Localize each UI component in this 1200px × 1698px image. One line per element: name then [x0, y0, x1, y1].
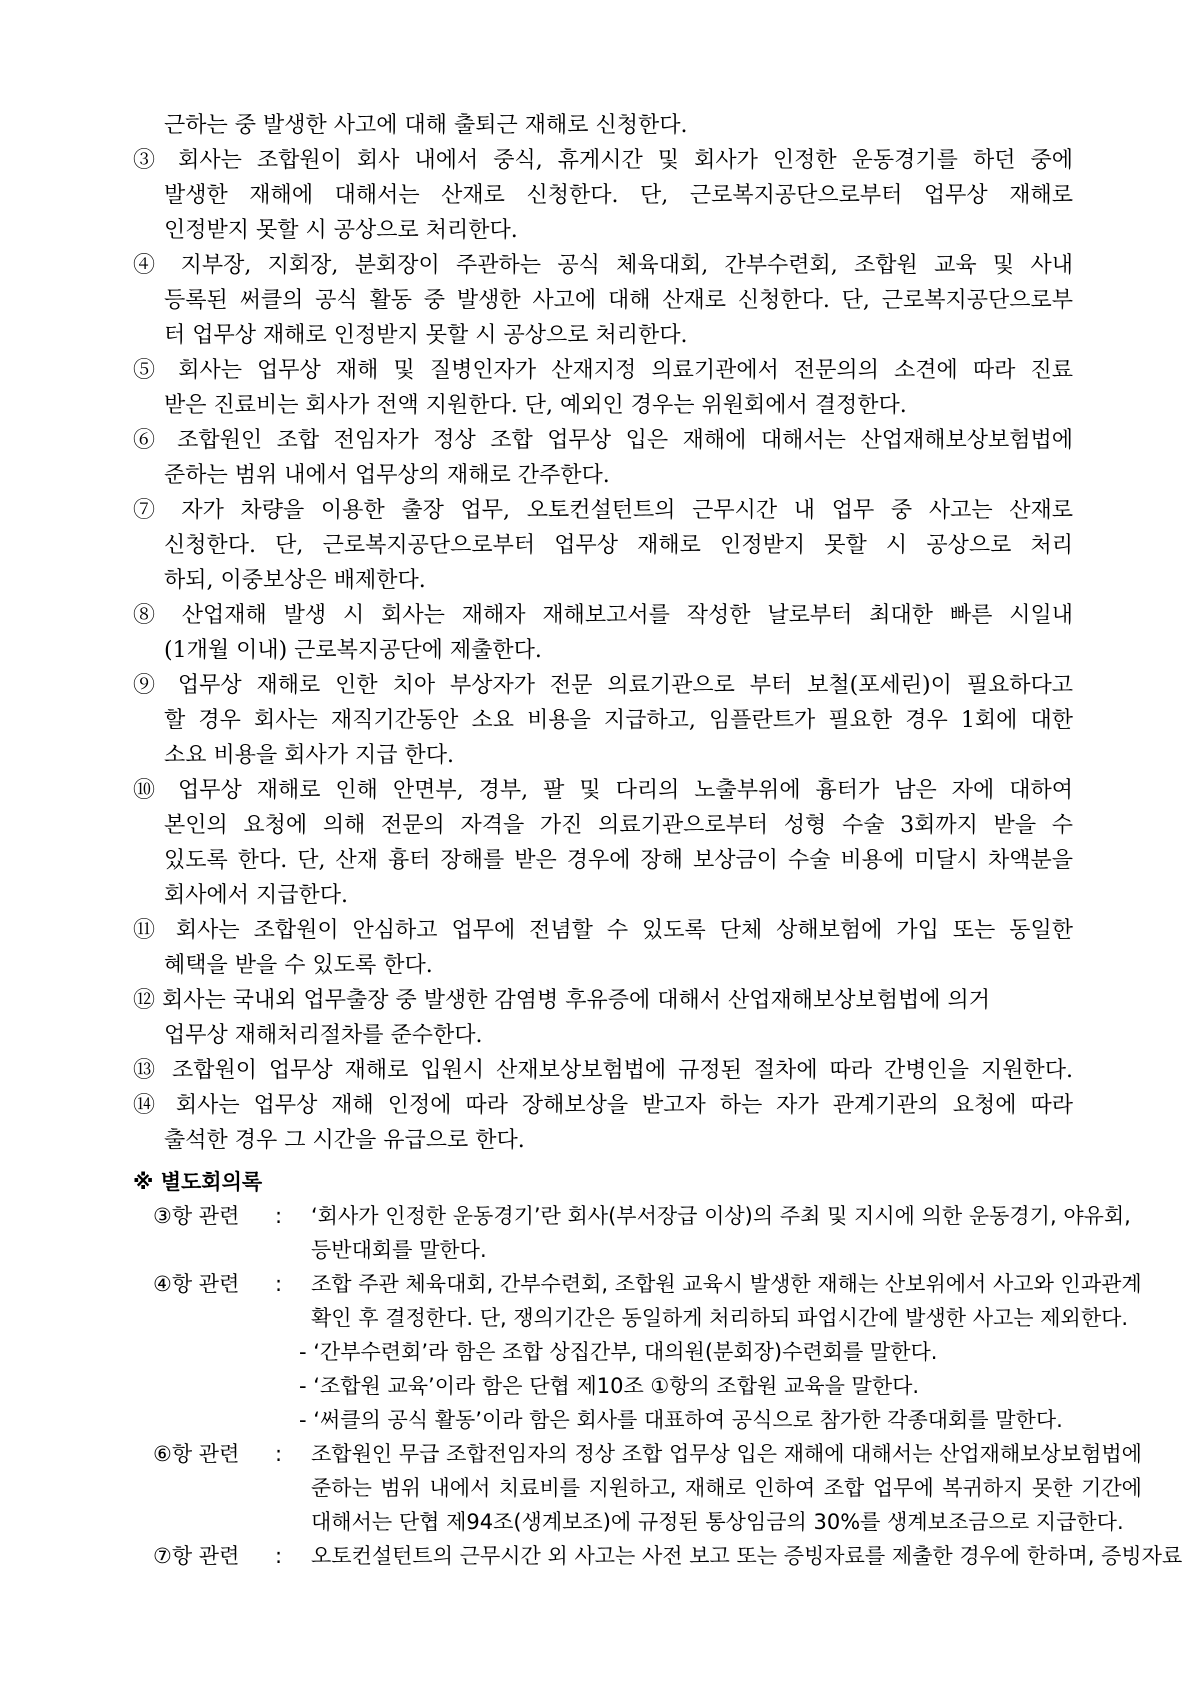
note-separator: :: [275, 1272, 283, 1296]
clause-7-line: 하되, 이중보상은 배제한다.: [164, 568, 426, 593]
note-line: 조합 주관 체육대회, 간부수련회, 조합원 교육시 발생한 재해는 산보위에서 사고와 인과관계: [311, 1272, 1142, 1296]
note-line: ‘회사가 인정한 운동경기’란 회사(부서장급 이상)의 주최 및 지시에 의한 운동경기, 야유회,: [311, 1204, 1131, 1228]
separate-minutes-section: [133, 1165, 1183, 1573]
note-body: [295, 1267, 1142, 1437]
clause-3-line: 인정받지 못할 시 공상으로 처리한다.: [164, 218, 518, 243]
note-label: ⑥항 관련: [153, 1442, 240, 1466]
note-label: ⑦항 관련: [153, 1544, 240, 1568]
clause-14-line: ⑭ 회사는 업무상 재해 인정에 따라 장해보상을 받고자 하는 자가 관계기관의 요청에 따라: [133, 1093, 1073, 1118]
clause-11-line: ⑪ 회사는 조합원이 안심하고 업무에 전념할 수 있도록 단체 상해보험에 가입 또는 동일한: [133, 918, 1073, 943]
clause-6-line: ⑥ 조합원인 조합 전임자가 정상 조합 업무상 입은 재해에 대해서는 산업재해보상보험법에: [133, 428, 1073, 453]
note-body: [295, 1437, 1142, 1539]
note-item-7: [153, 1539, 1183, 1573]
note-sub-item: - ‘간부수련회’라 함은 조합 상집간부, 대의원(분회장)수련회를 말한다.: [299, 1340, 938, 1364]
clause-5-line: 받은 진료비는 회사가 전액 지원한다. 단, 예외인 경우는 위원회에서 결정한다.: [164, 393, 907, 418]
note-sub-item: - ‘써클의 공식 활동’이라 함은 회사를 대표하여 공식으로 참가한 각종대회를 말한다.: [299, 1408, 1063, 1432]
note-sub-list: [299, 1335, 1142, 1437]
clause-8-line: (1개월 이내) 근로복지공단에 제출한다.: [164, 638, 542, 663]
clause-14-line: 출석한 경우 그 시간을 유급으로 한다.: [164, 1128, 525, 1153]
clause-10-line: 회사에서 지급한다.: [164, 883, 349, 908]
clause-2-continuation: 근하는 중 발생한 사고에 대해 출퇴근 재해로 신청한다.: [164, 113, 688, 138]
clause-12-line: 업무상 재해처리절차를 준수한다.: [164, 1023, 483, 1048]
note-body: [295, 1539, 1182, 1573]
clause-6-line: 준하는 범위 내에서 업무상의 재해로 간주한다.: [164, 463, 610, 488]
agreement-clauses: [133, 108, 1073, 1158]
clause-4-line: 터 업무상 재해로 인정받지 못할 시 공상으로 처리한다.: [164, 323, 688, 348]
note-body: [295, 1199, 1131, 1267]
clause-3-line: ③ 회사는 조합원이 회사 내에서 중식, 휴게시간 및 회사가 인정한 운동경기를 하던 중에: [133, 148, 1073, 173]
note-separator: :: [275, 1204, 283, 1228]
note-sub-item: - ‘조합원 교육’이라 함은 단협 제10조 ①항의 조합원 교육을 말한다.: [299, 1374, 920, 1398]
note-item-4: [153, 1267, 1142, 1437]
clause-10-line: ⑩ 업무상 재해로 인해 안면부, 경부, 팔 및 다리의 노출부위에 흉터가 남은 자에 대하여: [133, 778, 1073, 803]
clause-9-line: 소요 비용을 회사가 지급 한다.: [164, 743, 454, 768]
note-line: 확인 후 결정한다. 단, 쟁의기간은 동일하게 처리하되 파업시간에 발생한 사고는 제외한다.: [311, 1306, 1129, 1330]
clause-7-line: ⑦ 자가 차량을 이용한 출장 업무, 오토컨설턴트의 근무시간 내 업무 중 사고는 산재로: [133, 498, 1073, 523]
note-line: 대해서는 단협 제94조(생계보조)에 규정된 통상임금의 30%를 생계보조금으로 지급한다.: [311, 1510, 1124, 1534]
clause-9-line: ⑨ 업무상 재해로 인한 치아 부상자가 전문 의료기관으로 부터 보철(포세린)이 필요하다고: [133, 673, 1073, 698]
note-item-6: [153, 1437, 1142, 1539]
note-label: ④항 관련: [153, 1272, 240, 1296]
clause-9-line: 할 경우 회사는 재직기간동안 소요 비용을 지급하고, 임플란트가 필요한 경우 1회에 대한: [164, 708, 1073, 733]
note-line: 오토컨설턴트의 근무시간 외 사고는 사전 보고 또는 증빙자료를 제출한 경우에 한하며, 증빙자료: [311, 1544, 1183, 1568]
clause-13-line: ⑬ 조합원이 업무상 재해로 입원시 산재보상보험법에 규정된 절차에 따라 간병인을 지원한다.: [133, 1058, 1073, 1083]
note-separator: :: [275, 1442, 283, 1466]
clause-10-line: 있도록 한다. 단, 산재 흉터 장해를 받은 경우에 장해 보상금이 수술 비용에 미달시 차액분을: [164, 848, 1073, 873]
note-line: 조합원인 무급 조합전임자의 정상 조합 업무상 입은 재해에 대해서는 산업재해보상보험법에: [311, 1442, 1142, 1466]
clause-4-line: ④ 지부장, 지회장, 분회장이 주관하는 공식 체육대회, 간부수련회, 조합원 교육 및 사내: [133, 253, 1073, 278]
note-line: 준하는 범위 내에서 치료비를 지원하고, 재해로 인하여 조합 업무에 복귀하지 못한 기간에: [311, 1476, 1142, 1500]
note-label: ③항 관련: [153, 1204, 240, 1228]
clause-5-line: ⑤ 회사는 업무상 재해 및 질병인자가 산재지정 의료기관에서 전문의의 소견에 따라 진료: [133, 358, 1073, 383]
note-line: 등반대회를 말한다.: [311, 1238, 487, 1262]
clause-11-line: 혜택을 받을 수 있도록 한다.: [164, 953, 433, 978]
clause-4-line: 등록된 써클의 공식 활동 중 발생한 사고에 대해 산재로 신청한다. 단, 근로복지공단으로부: [164, 288, 1073, 313]
separate-minutes-title: ※ 별도회의록: [133, 1170, 263, 1194]
note-item-3: [153, 1199, 1131, 1267]
clause-12-line: ⑫ 회사는 국내외 업무출장 중 발생한 감염병 후유증에 대해서 산업재해보상보험법에 의거: [133, 988, 991, 1013]
clause-8-line: ⑧ 산업재해 발생 시 회사는 재해자 재해보고서를 작성한 날로부터 최대한 빠른 시일내: [133, 603, 1073, 628]
clause-3-line: 발생한 재해에 대해서는 산재로 신청한다. 단, 근로복지공단으로부터 업무상 재해로: [164, 183, 1073, 208]
note-separator: :: [275, 1544, 283, 1568]
clause-10-line: 본인의 요청에 의해 전문의 자격을 가진 의료기관으로부터 성형 수술 3회까지 받을 수: [164, 813, 1073, 838]
clause-7-line: 신청한다. 단, 근로복지공단으로부터 업무상 재해로 인정받지 못할 시 공상으로 처리: [164, 533, 1073, 558]
